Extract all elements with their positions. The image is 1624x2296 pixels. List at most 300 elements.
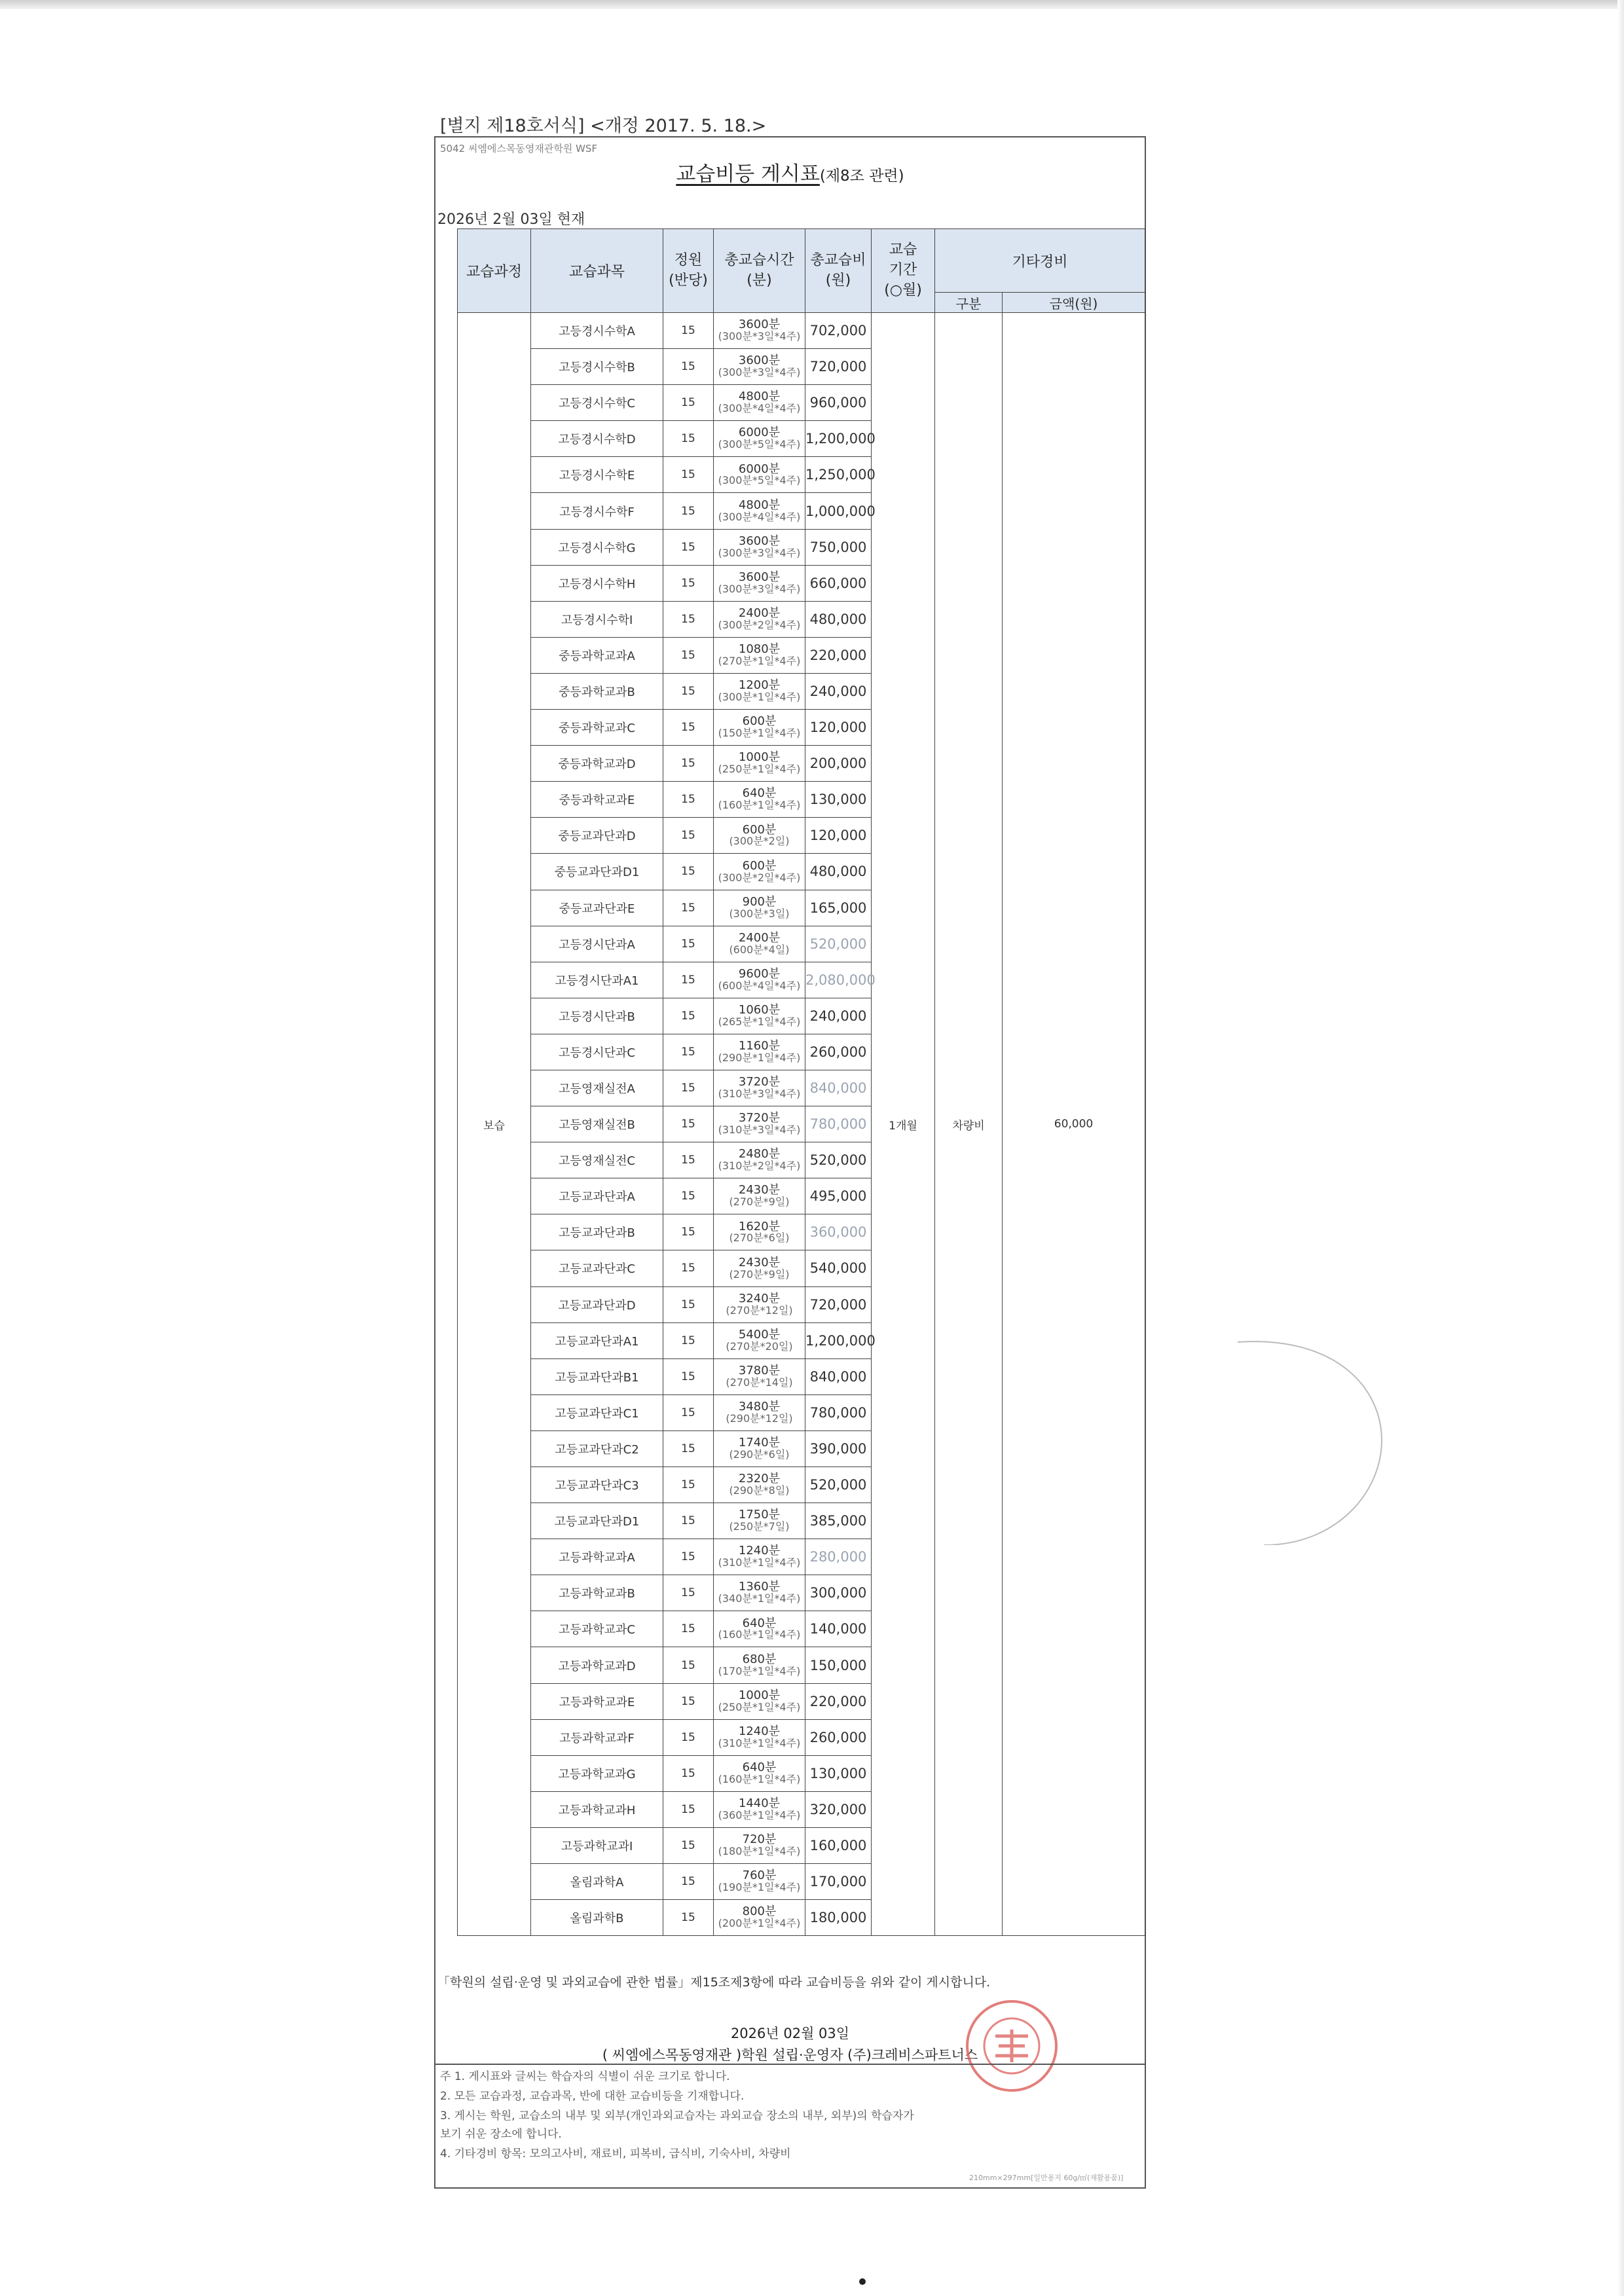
hours-total: 1440분 xyxy=(738,1796,781,1811)
capacity-cell: 15 xyxy=(663,421,714,457)
subject-cell: 고등경시단과C xyxy=(531,1034,663,1070)
capacity-cell: 15 xyxy=(663,818,714,854)
hours-cell xyxy=(714,1034,805,1070)
fee-cell: 165,000 xyxy=(805,890,872,926)
hours-total: 3720분 xyxy=(738,1075,781,1089)
subject-cell: 고등경시수학E xyxy=(531,457,663,493)
hours-cell xyxy=(714,565,805,601)
hours-total: 1200분 xyxy=(738,678,781,693)
hours-total: 1360분 xyxy=(738,1580,781,1594)
hours-cell xyxy=(714,782,805,818)
capacity-cell: 15 xyxy=(663,529,714,565)
subject-cell: 고등경시수학F xyxy=(531,493,663,529)
capacity-cell: 15 xyxy=(663,1827,714,1863)
capacity-cell: 15 xyxy=(663,1214,714,1250)
header-capacity xyxy=(663,229,714,313)
fee-cell: 220,000 xyxy=(805,1683,872,1719)
capacity-cell: 15 xyxy=(663,1719,714,1755)
capacity-cell: 15 xyxy=(663,601,714,637)
subject-cell: 중등과학교과A xyxy=(531,637,663,673)
fee-cell: 840,000 xyxy=(805,1070,872,1106)
subject-cell: 올림과학B xyxy=(531,1900,663,1936)
hours-cell xyxy=(714,601,805,637)
fee-cell: 240,000 xyxy=(805,673,872,709)
capacity-cell: 15 xyxy=(663,1503,714,1539)
hours-total: 6000분 xyxy=(738,426,781,440)
fee-cell: 540,000 xyxy=(805,1250,872,1286)
hours-cell xyxy=(714,1214,805,1250)
subject-cell: 고등과학교과F xyxy=(531,1719,663,1755)
hours-detail: (360분*1일*4주) xyxy=(718,1808,801,1821)
fee-cell: 1,200,000 xyxy=(805,421,872,457)
capacity-cell: 15 xyxy=(663,1467,714,1503)
paper-spec: 210mm×297mm[일반용지 60g/㎡(재활용품)] xyxy=(969,2174,1124,2182)
subject-cell: 중등과학교과B xyxy=(531,673,663,709)
hours-total: 2430분 xyxy=(738,1183,781,1197)
subject-cell: 고등과학교과G xyxy=(531,1755,663,1791)
hours-detail: (300분*1일*4주) xyxy=(718,691,801,704)
capacity-cell: 15 xyxy=(663,673,714,709)
fee-table xyxy=(457,228,1145,1936)
capacity-cell: 15 xyxy=(663,962,714,998)
fee-cell: 1,250,000 xyxy=(805,457,872,493)
hours-cell xyxy=(714,1575,805,1611)
hours-detail: (290분*12일) xyxy=(726,1412,793,1425)
hours-detail: (340분*1일*4주) xyxy=(718,1592,801,1605)
hours-detail: (300분*3일) xyxy=(729,907,790,920)
hours-total: 3600분 xyxy=(738,318,781,332)
capacity-cell: 15 xyxy=(663,1900,714,1936)
header-capacity-unit: (반당) xyxy=(669,272,708,289)
subject-cell: 고등과학교과C xyxy=(531,1611,663,1647)
hours-cell xyxy=(714,1286,805,1322)
hours-total: 1000분 xyxy=(738,750,781,765)
capacity-cell: 15 xyxy=(663,1539,714,1575)
note-1: 주 1. 게시표와 글씨는 학습자의 식별이 쉬운 크기로 합니다. xyxy=(440,2070,730,2083)
hours-cell xyxy=(714,962,805,998)
hours-total: 3720분 xyxy=(738,1111,781,1125)
fee-cell: 120,000 xyxy=(805,710,872,746)
capacity-cell: 15 xyxy=(663,1322,714,1358)
course-cell: 보습 xyxy=(458,313,531,1936)
capacity-cell: 15 xyxy=(663,1575,714,1611)
hours-cell xyxy=(714,746,805,782)
hours-detail: (250분*1일*4주) xyxy=(718,1700,801,1713)
hours-total: 9600분 xyxy=(738,966,781,981)
hours-detail: (600분*4일*4주) xyxy=(718,979,801,992)
header-fee-unit: (원) xyxy=(825,272,851,289)
hours-detail: (310분*2일*4주) xyxy=(718,1159,801,1173)
capacity-cell: 15 xyxy=(663,746,714,782)
period-cell: 1개월 xyxy=(872,313,935,1936)
hours-total: 3600분 xyxy=(738,570,781,584)
hours-total: 900분 xyxy=(742,894,777,909)
hours-total: 800분 xyxy=(742,1904,777,1919)
subject-cell: 중등교과단과E xyxy=(531,890,663,926)
hours-total: 1740분 xyxy=(738,1436,781,1450)
hours-cell xyxy=(714,385,805,421)
hours-total: 6000분 xyxy=(738,462,781,476)
hours-detail: (600분*4일) xyxy=(729,943,790,956)
hours-cell xyxy=(714,1106,805,1142)
subject-cell: 고등경시단과A xyxy=(531,926,663,962)
other-amount-cell: 60,000 xyxy=(1003,313,1145,1936)
subject-cell: 중등과학교과E xyxy=(531,782,663,818)
hours-total: 3600분 xyxy=(738,534,781,548)
capacity-cell: 15 xyxy=(663,710,714,746)
hours-detail: (200분*1일*4주) xyxy=(718,1917,801,1930)
subject-cell: 고등교과단과C xyxy=(531,1250,663,1286)
hours-total: 1160분 xyxy=(738,1039,781,1053)
hours-detail: (300분*5일*4주) xyxy=(718,438,801,451)
capacity-cell: 15 xyxy=(663,1034,714,1070)
capacity-cell: 15 xyxy=(663,493,714,529)
hours-cell xyxy=(714,1142,805,1178)
capacity-cell: 15 xyxy=(663,1683,714,1719)
scan-right-edge xyxy=(1617,0,1624,2296)
hours-detail: (290분*1일*4주) xyxy=(718,1051,801,1064)
hours-total: 2320분 xyxy=(738,1472,781,1486)
fee-cell: 480,000 xyxy=(805,601,872,637)
hours-total: 2480분 xyxy=(738,1147,781,1161)
hours-total: 640분 xyxy=(742,786,777,801)
hours-cell xyxy=(714,1430,805,1467)
hours-detail: (265분*1일*4주) xyxy=(718,1015,801,1028)
hours-total: 2400분 xyxy=(738,930,781,945)
scan-top-edge xyxy=(0,0,1624,9)
hours-cell xyxy=(714,1683,805,1719)
subject-cell: 중등과학교과D xyxy=(531,746,663,782)
hours-detail: (310분*3일*4주) xyxy=(718,1123,801,1137)
capacity-cell: 15 xyxy=(663,1142,714,1178)
hours-total: 600분 xyxy=(742,858,777,873)
hours-cell xyxy=(714,1719,805,1755)
hours-total: 1060분 xyxy=(738,1002,781,1017)
subject-cell: 고등교과단과A1 xyxy=(531,1322,663,1358)
capacity-cell: 15 xyxy=(663,385,714,421)
hours-detail: (310분*1일*4주) xyxy=(718,1736,801,1749)
fee-cell: 200,000 xyxy=(805,746,872,782)
hours-detail: (290분*8일) xyxy=(729,1484,790,1497)
hours-detail: (270분*9일) xyxy=(729,1195,790,1209)
fee-cell: 1,200,000 xyxy=(805,1322,872,1358)
operator-line: ( 씨엠에스목동영재관 )학원 설립·운영자 (주)크레비스파트너스 xyxy=(602,2047,978,2063)
hours-cell xyxy=(714,673,805,709)
hours-total: 600분 xyxy=(742,714,777,729)
subject-cell: 고등교과단과C1 xyxy=(531,1394,663,1430)
hours-detail: (300분*5일*4주) xyxy=(718,474,801,487)
hours-total: 1000분 xyxy=(738,1688,781,1702)
hours-detail: (300분*2일*4주) xyxy=(718,618,801,631)
fee-cell: 495,000 xyxy=(805,1178,872,1214)
capacity-cell: 15 xyxy=(663,782,714,818)
official-seal-icon xyxy=(963,1997,1061,2095)
title-main: 교습비등 게시표 xyxy=(676,162,820,186)
fee-cell: 160,000 xyxy=(805,1827,872,1863)
fee-cell: 720,000 xyxy=(805,349,872,385)
hours-cell xyxy=(714,457,805,493)
hours-cell xyxy=(714,854,805,890)
hours-cell xyxy=(714,1900,805,1936)
subject-cell: 고등경시수학D xyxy=(531,421,663,457)
fee-cell: 390,000 xyxy=(805,1430,872,1467)
hours-total: 1240분 xyxy=(738,1724,781,1738)
hours-cell xyxy=(714,1864,805,1900)
hours-detail: (270분*20일) xyxy=(726,1339,793,1353)
hours-detail: (290분*6일) xyxy=(729,1448,790,1461)
hours-total: 4800분 xyxy=(738,390,781,404)
subject-cell: 중등과학교과C xyxy=(531,710,663,746)
table-row xyxy=(458,313,1145,349)
hours-cell xyxy=(714,1539,805,1575)
hours-detail: (300분*2일*4주) xyxy=(718,871,801,884)
note-3: 3. 게시는 학원, 교습소의 내부 및 외부(개인과외교습자는 과외교습 장소의 내부, 외부)의 학습자가 xyxy=(440,2109,914,2123)
hours-cell xyxy=(714,1394,805,1430)
subject-cell: 고등과학교과B xyxy=(531,1575,663,1611)
fee-cell: 780,000 xyxy=(805,1394,872,1430)
subject-cell: 고등경시수학B xyxy=(531,349,663,385)
subject-cell: 고등교과단과A xyxy=(531,1178,663,1214)
hours-cell xyxy=(714,1647,805,1683)
subject-cell: 고등영재실전A xyxy=(531,1070,663,1106)
header-other-type: 구분 xyxy=(935,293,1003,313)
capacity-cell: 15 xyxy=(663,1430,714,1467)
subject-cell: 고등경시수학G xyxy=(531,529,663,565)
fee-cell: 150,000 xyxy=(805,1647,872,1683)
capacity-cell: 15 xyxy=(663,565,714,601)
capacity-cell: 15 xyxy=(663,1178,714,1214)
capacity-cell: 15 xyxy=(663,1647,714,1683)
hours-cell xyxy=(714,1250,805,1286)
fee-cell: 660,000 xyxy=(805,565,872,601)
hours-total: 1240분 xyxy=(738,1544,781,1558)
fee-cell: 1,000,000 xyxy=(805,493,872,529)
fee-cell: 130,000 xyxy=(805,782,872,818)
hours-cell xyxy=(714,313,805,349)
subject-cell: 고등과학교과I xyxy=(531,1827,663,1863)
hours-cell xyxy=(714,818,805,854)
hours-cell xyxy=(714,1178,805,1214)
hours-total: 1620분 xyxy=(738,1219,781,1233)
hours-total: 1750분 xyxy=(738,1508,781,1522)
note-4: 4. 기타경비 항목: 모의고사비, 재료비, 피복비, 급식비, 기숙사비, 차량비 xyxy=(440,2147,791,2160)
capacity-cell: 15 xyxy=(663,998,714,1034)
fee-cell: 520,000 xyxy=(805,1467,872,1503)
subject-cell: 고등영재실전C xyxy=(531,1142,663,1178)
hours-detail: (300분*2일) xyxy=(729,835,790,848)
fee-cell: 170,000 xyxy=(805,1864,872,1900)
header-other-amount: 금액(원) xyxy=(1003,293,1145,313)
subject-cell: 고등경시수학A xyxy=(531,313,663,349)
capacity-cell: 15 xyxy=(663,1358,714,1394)
subject-cell: 고등과학교과D xyxy=(531,1647,663,1683)
fee-cell: 2,080,000 xyxy=(805,962,872,998)
subject-cell: 고등경시수학C xyxy=(531,385,663,421)
other-type-cell: 차량비 xyxy=(935,313,1003,1936)
hours-cell xyxy=(714,926,805,962)
hours-cell xyxy=(714,1503,805,1539)
hours-total: 4800분 xyxy=(738,498,781,512)
hours-total: 2400분 xyxy=(738,606,781,620)
fee-cell: 300,000 xyxy=(805,1575,872,1611)
hours-detail: (270분*9일) xyxy=(729,1267,790,1281)
fee-cell: 280,000 xyxy=(805,1539,872,1575)
subject-cell: 중등교과단과D1 xyxy=(531,854,663,890)
hours-cell xyxy=(714,493,805,529)
document-title xyxy=(434,157,1146,187)
hours-cell xyxy=(714,998,805,1034)
fee-cell: 130,000 xyxy=(805,1755,872,1791)
capacity-cell: 15 xyxy=(663,890,714,926)
subject-cell: 중등교과단과D xyxy=(531,818,663,854)
hours-cell xyxy=(714,637,805,673)
hours-detail: (250분*7일) xyxy=(729,1520,790,1533)
header-capacity-label: 정원 xyxy=(674,251,703,268)
fee-cell: 320,000 xyxy=(805,1791,872,1827)
hours-cell xyxy=(714,1322,805,1358)
hours-total: 3240분 xyxy=(738,1291,781,1305)
hours-detail: (250분*1일*4주) xyxy=(718,763,801,776)
legal-statement: 「학원의 설립·운영 및 과외교습에 관한 법률」제15조제3항에 따라 교습비등을 위와 같이 게시합니다. xyxy=(437,1975,991,1990)
subject-cell: 고등경시단과A1 xyxy=(531,962,663,998)
hours-cell xyxy=(714,1827,805,1863)
hours-total: 760분 xyxy=(742,1868,777,1883)
header-fee-label: 총교습비 xyxy=(810,251,866,268)
hours-total: 3780분 xyxy=(738,1363,781,1377)
fee-cell: 240,000 xyxy=(805,998,872,1034)
fee-cell: 260,000 xyxy=(805,1719,872,1755)
fee-cell: 520,000 xyxy=(805,926,872,962)
subject-cell: 고등교과단과B1 xyxy=(531,1358,663,1394)
capacity-cell: 15 xyxy=(663,457,714,493)
hours-detail: (270분*6일) xyxy=(729,1231,790,1245)
note-3-cont: 보기 쉬운 장소에 합니다. xyxy=(440,2128,562,2141)
fee-cell: 220,000 xyxy=(805,637,872,673)
fee-cell: 120,000 xyxy=(805,818,872,854)
sign-date: 2026년 02월 03일 xyxy=(730,2026,850,2041)
header-period-unit: (○월) xyxy=(884,282,922,299)
hours-detail: (300분*3일*4주) xyxy=(718,582,801,595)
capacity-cell: 15 xyxy=(663,1070,714,1106)
capacity-cell: 15 xyxy=(663,1791,714,1827)
hours-detail: (270분*14일) xyxy=(726,1376,793,1389)
subject-cell: 고등영재실전B xyxy=(531,1106,663,1142)
capacity-cell: 15 xyxy=(663,926,714,962)
subject-cell: 고등경시단과B xyxy=(531,998,663,1034)
subject-cell: 고등교과단과D1 xyxy=(531,1503,663,1539)
hours-detail: (190분*1일*4주) xyxy=(718,1881,801,1894)
subject-cell: 고등과학교과A xyxy=(531,1539,663,1575)
hours-cell xyxy=(714,421,805,457)
hours-total: 3480분 xyxy=(738,1400,781,1414)
fee-cell: 702,000 xyxy=(805,313,872,349)
subject-cell: 올림과학A xyxy=(531,1864,663,1900)
capacity-cell: 15 xyxy=(663,313,714,349)
hours-detail: (300분*4일*4주) xyxy=(718,510,801,523)
fee-table-body xyxy=(458,313,1145,1936)
hours-total: 1080분 xyxy=(738,642,781,657)
hours-detail: (300분*3일*4주) xyxy=(718,330,801,343)
subject-cell: 고등과학교과H xyxy=(531,1791,663,1827)
fee-cell: 360,000 xyxy=(805,1214,872,1250)
form-header: [별지 제18호서식] <개정 2017. 5. 18.> xyxy=(440,116,767,136)
hours-detail: (270분*12일) xyxy=(726,1303,793,1317)
hours-detail: (160분*1일*4주) xyxy=(718,1628,801,1641)
hours-total: 3600분 xyxy=(738,354,781,368)
fee-cell: 140,000 xyxy=(805,1611,872,1647)
capacity-cell: 15 xyxy=(663,349,714,385)
hours-total: 640분 xyxy=(742,1616,777,1630)
fee-cell: 840,000 xyxy=(805,1358,872,1394)
hours-cell xyxy=(714,1467,805,1503)
header-hours-unit: (분) xyxy=(747,272,772,289)
capacity-cell: 15 xyxy=(663,854,714,890)
capacity-cell: 15 xyxy=(663,1864,714,1900)
hours-detail: (160분*1일*4주) xyxy=(718,1772,801,1785)
hours-total: 2430분 xyxy=(738,1255,781,1269)
hours-total: 640분 xyxy=(742,1760,777,1774)
fee-cell: 180,000 xyxy=(805,1900,872,1936)
scan-arc-mark xyxy=(1238,1336,1401,1545)
fee-cell: 260,000 xyxy=(805,1034,872,1070)
hours-cell xyxy=(714,349,805,385)
note-2: 2. 모든 교습과정, 교습과목, 반에 대한 교습비등을 기재합니다. xyxy=(440,2090,745,2103)
subject-cell: 고등과학교과E xyxy=(531,1683,663,1719)
hours-cell xyxy=(714,890,805,926)
fee-cell: 960,000 xyxy=(805,385,872,421)
org-line: 5042 씨엠에스목동영재관학원 WSF xyxy=(440,143,598,155)
hours-total: 680분 xyxy=(742,1652,777,1666)
header-hours xyxy=(714,229,805,313)
hours-total: 600분 xyxy=(742,822,777,837)
fee-cell: 720,000 xyxy=(805,1286,872,1322)
as-of-date: 2026년 2월 03일 현재 xyxy=(437,211,585,228)
hours-cell xyxy=(714,529,805,565)
capacity-cell: 15 xyxy=(663,1611,714,1647)
header-other: 기타경비 xyxy=(935,229,1145,293)
subject-cell: 고등교과단과B xyxy=(531,1214,663,1250)
hours-detail: (180분*1일*4주) xyxy=(718,1845,801,1858)
hours-cell xyxy=(714,710,805,746)
hours-detail: (310분*3일*4주) xyxy=(718,1087,801,1101)
subject-cell: 고등경시수학H xyxy=(531,565,663,601)
hours-cell xyxy=(714,1070,805,1106)
fee-cell: 520,000 xyxy=(805,1142,872,1178)
fee-cell: 750,000 xyxy=(805,529,872,565)
hours-detail: (270분*1일*4주) xyxy=(718,654,801,667)
subject-cell: 고등교과단과C3 xyxy=(531,1467,663,1503)
capacity-cell: 15 xyxy=(663,1755,714,1791)
hours-total: 720분 xyxy=(742,1832,777,1847)
capacity-cell: 15 xyxy=(663,1286,714,1322)
header-subject: 교습과목 xyxy=(531,229,663,313)
header-period xyxy=(872,229,935,313)
hours-cell xyxy=(714,1755,805,1791)
capacity-cell: 15 xyxy=(663,637,714,673)
fee-cell: 780,000 xyxy=(805,1106,872,1142)
hours-detail: (150분*1일*4주) xyxy=(718,727,801,740)
capacity-cell: 15 xyxy=(663,1250,714,1286)
hours-cell xyxy=(714,1791,805,1827)
capacity-cell: 15 xyxy=(663,1394,714,1430)
fee-cell: 480,000 xyxy=(805,854,872,890)
hours-cell xyxy=(714,1358,805,1394)
hours-total: 5400분 xyxy=(738,1327,781,1341)
header-period-line2: 기간 xyxy=(889,262,917,279)
title-sub: (제8조 관련) xyxy=(819,168,904,185)
header-course: 교습과정 xyxy=(458,229,531,313)
subject-cell: 고등교과단과C2 xyxy=(531,1430,663,1467)
